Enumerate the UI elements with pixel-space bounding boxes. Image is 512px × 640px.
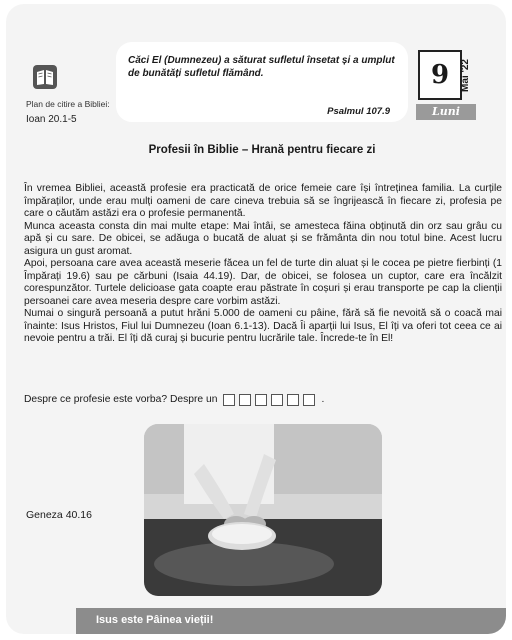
page-title: Profesii în Biblie – Hrană pentru fiecare zi (148, 144, 376, 156)
answer-letter-box[interactable] (287, 394, 299, 406)
quiz-question (24, 394, 502, 406)
date-box (418, 50, 462, 100)
open-book-icon (32, 64, 58, 90)
footer-bar (76, 608, 506, 634)
paragraph: Munca aceasta consta din mai multe etape: Mai întâi, se amesteca făina obținută din orz sau grâu cu apă și cu sare. De obicei, se adăuga o bucată de aluat și se frământa din nou totul bine. Acest lucru asigura un gust aromat. (24, 220, 502, 257)
answer-boxes (219, 394, 315, 406)
answer-letter-box[interactable] (271, 394, 283, 406)
answer-letter-box[interactable] (239, 394, 251, 406)
paragraph: În vremea Bibliei, această profesie era practicată de orice femeie care își întreținea familia. La curțile împăraților, unde erau mulți oameni de care cineva trebuia să se îngrijească în fiecare zi, profesia pe care o căutăm astăzi era o profesie permanentă. (24, 183, 502, 219)
answer-letter-box[interactable] (255, 394, 267, 406)
reading-plan-reference: Ioan 20.1-5 (26, 114, 77, 125)
date-day: 9 (430, 60, 450, 90)
paragraph: Apoi, persoana care avea această meserie făcea un fel de turte din aluat și le cocea pe pietre fierbinți (1 Împărați 19.6) sau pe cărbuni (Isaia 44.19). Dar, de obicei, se folosea un cuptor, care era încălzit corespunzător. Turtele delicioase gata coapte erau păstrate în coșuri și erau transporte pe cap la clienții persoanei care avea meseria despre care vorbim astăzi. (24, 258, 502, 307)
weekday-label: Luni (416, 104, 476, 120)
question-text: Despre ce profesie este vorba? Despre un (24, 394, 218, 405)
paragraph: Numai o singură persoană a putut hrăni 5.000 de oameni cu pâine, fără să fie nevoită să o coacă mai înainte: Isus Hristos, Fiul lui Dumnezeu (Ioan 6.1-13). Dacă Îi aparții lui Isus, El îți va oferi tot ceea ce ai nevoie pentru a trăi. El îți dă curaj și bucurie pentru lucrările tale. Încrede-te în El! (24, 308, 502, 344)
devotional-page (6, 4, 506, 634)
article-body (24, 183, 502, 346)
bread-kneading-photo (144, 424, 382, 596)
reading-plan-label: Plan de citire a Bibliei: (26, 99, 110, 109)
answer-letter-box[interactable] (223, 394, 235, 406)
verse-text: Căci El (Dumnezeu) a săturat sufletul însetat și a umplut de bunătăți sufletul flămând. (128, 55, 395, 79)
answer-letter-box[interactable] (303, 394, 315, 406)
verse-reference: Psalmul 107.9 (327, 106, 390, 117)
baker-illustration (144, 424, 382, 596)
footer-text: Isus este Pâinea vieții! (96, 614, 214, 626)
question-end: . (321, 394, 325, 405)
verse-box (116, 42, 408, 122)
date-month: Mai '22 (460, 59, 471, 93)
photo-reference: Geneza 40.16 (26, 509, 92, 521)
